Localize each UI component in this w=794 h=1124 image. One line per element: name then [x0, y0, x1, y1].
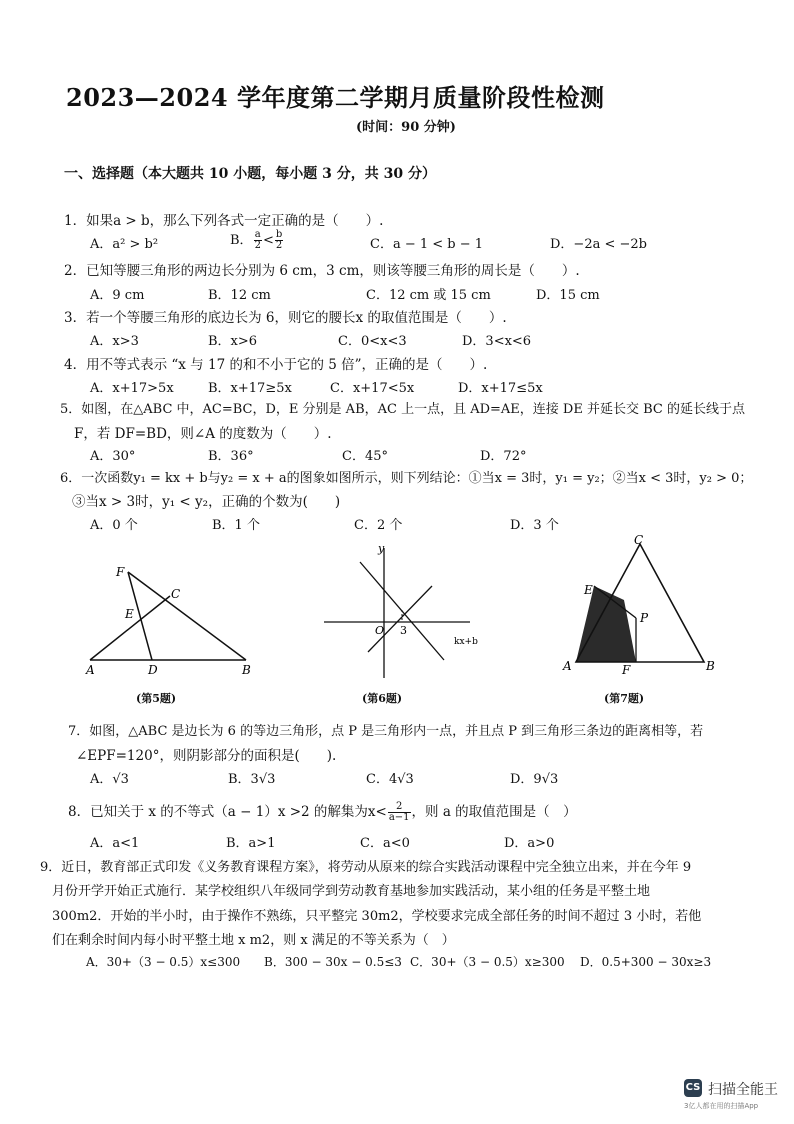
q9-line3: 300m2．开始的半小时，由于操作不熟练，只平整完 30m2，学校要求完成全部任务的时间不超过 3 小时，若他 [52, 909, 702, 924]
label-f: F [116, 565, 125, 579]
q2-stem: 2．已知等腰三角形的两边长分别为 6 cm，3 cm，则该等腰三角形的周长是（ ）. [64, 263, 580, 279]
q3-option-a: A．x>3 [90, 334, 139, 349]
q4-stem: 4．用不等式表示 “x 与 17 的和不小于它的 5 倍”，正确的是（ ）. [64, 357, 488, 373]
q1-option-d: D．−2a < −2b [550, 237, 647, 252]
q5-option-d: D．72° [480, 449, 527, 464]
q7-stem-line2: ∠EPF=120°，则阴影部分的面积是( ). [76, 748, 337, 764]
label-origin: O [375, 624, 385, 637]
q6-stem-line2: ③当x > 3时，y₁ < y₂，正确的个数为( ) [72, 494, 341, 510]
label-a: A [86, 663, 95, 677]
label-a: A [563, 659, 572, 673]
frac-num: b [275, 229, 283, 240]
label-kxb: kx+b [454, 637, 478, 647]
q9-option-c: C．30+（3 − 0.5）x≥300 [410, 955, 565, 969]
q8-frac [388, 802, 411, 823]
frac-num: 2 [388, 802, 411, 813]
q8-option-b: B．a>1 [226, 836, 276, 851]
q8-option-d: D．a>0 [504, 836, 555, 851]
q1-option-c: C．a − 1 < b − 1 [370, 237, 484, 252]
label-e: E [584, 583, 593, 597]
q4-option-a: A．x+17>5x [90, 381, 174, 396]
q2-option-c: C．12 cm 或 15 cm [366, 288, 491, 303]
q4-option-b: B．x+17≥5x [208, 381, 292, 396]
q8-option-a: A．a<1 [90, 836, 140, 851]
camscanner-logo-icon: CS [684, 1079, 702, 1097]
q7-option-c: C．4√3 [366, 772, 414, 787]
q1-option-b-lt: < [262, 233, 274, 248]
figure-6 [320, 540, 490, 680]
q8-stem-post: ，则 a 的取值范围是（ ） [411, 804, 577, 820]
q8-stem-pre: 8．已知关于 x 的不等式（a − 1）x >2 的解集为x< [68, 804, 387, 820]
label-e: E [125, 607, 134, 621]
label-y: y [378, 542, 385, 555]
q2-option-d: D．15 cm [536, 288, 600, 303]
label-p: P [640, 611, 649, 625]
q5-option-a: A．30° [90, 449, 136, 464]
frac-den: 2 [275, 240, 283, 251]
watermark-tagline: 3亿人都在用的扫描App [684, 1102, 759, 1110]
q1-frac-b2 [275, 230, 283, 251]
q5-stem-line2: F，若 DF=BD，则∠A 的度数为（ ）. [74, 426, 332, 442]
q6-option-d: D．3 个 [510, 518, 559, 533]
q5-stem-line1: 5．如图，在△ABC 中，AC=BC，D，E 分别是 AB，AC 上一点，且 AD=AE，连接 DE 并延长交 BC 的延长线于点 [60, 402, 745, 417]
q3-option-c: C．0<x<3 [338, 334, 407, 349]
watermark-brand: 扫描全能王 [708, 1082, 778, 1098]
section-heading: 一、选择题（本大题共 10 小题，每小题 3 分，共 30 分） [64, 166, 436, 182]
label-c: C [171, 587, 181, 601]
q6-option-b: B．1 个 [212, 518, 260, 533]
shaded-region [576, 586, 636, 662]
q5-option-b: B．36° [208, 449, 254, 464]
exam-title: 2023—2024 学年度第二学期月质量阶段性检测 [66, 83, 605, 112]
q9-option-d: D．0.5+300 − 30x≥3 [580, 955, 712, 969]
figure-7 [556, 534, 726, 680]
frac-den: 2 [254, 240, 261, 251]
line-y2 [368, 586, 432, 652]
label-c: C [634, 534, 644, 547]
frac-den: a−1 [388, 812, 410, 823]
q4-option-d: D．x+17≤5x [458, 381, 543, 396]
label-b: B [706, 659, 715, 673]
label-b: B [242, 663, 251, 677]
q9-line4: 们在剩余时间内每小时平整土地 x m2，则 x 满足的不等关系为（ ） [52, 933, 455, 948]
q9-option-a: A．30+（3 − 0.5）x≤300 [86, 955, 241, 969]
q3-stem: 3．若一个等腰三角形的底边长为 6，则它的腰长x 的取值范围是（ ）. [64, 310, 507, 326]
q7-option-a: A．√3 [90, 772, 129, 787]
q8-option-c: C．a<0 [360, 836, 410, 851]
q6-option-c: C．2 个 [354, 518, 403, 533]
q9-line1: 9．近日，教育部正式印发《义务教育课程方案》，将劳动从原来的综合实践活动课程中完全独立出来，并在今年 9 [40, 860, 692, 875]
q9-option-b: B．300 − 30x − 0.5≤3 [264, 955, 402, 969]
figure-5 [78, 560, 268, 680]
q2-option-b: B．12 cm [208, 288, 271, 303]
label-d: D [148, 663, 158, 677]
q3-option-b: B．x>6 [208, 334, 258, 349]
q3-option-d: D．3<x<6 [462, 334, 532, 349]
q7-option-d: D．9√3 [510, 772, 559, 787]
q8-stem [68, 800, 577, 823]
q4-option-c: C．x+17<5x [330, 381, 415, 396]
q1-option-b [230, 229, 284, 251]
q5-option-c: C．45° [342, 449, 388, 464]
q1-frac-a2 [254, 230, 262, 251]
figure-7-caption: (第7题) [604, 692, 645, 705]
q9-line2: 月份开学开始正式施行．某学校组织八年级同学到劳动教育基地参加实践活动，某小组的任务是平整土地 [52, 884, 651, 899]
q7-stem-line1: 7．如图，△ABC 是边长为 6 的等边三角形，点 P 是三角形内一点，并且点 P 到三角形三条边的距离相等，若 [68, 724, 704, 739]
q7-option-b: B．3√3 [228, 772, 276, 787]
q2-option-a: A．9 cm [90, 288, 145, 303]
segment-ac [90, 596, 170, 660]
frac-num: a [254, 229, 261, 240]
figure-5-caption: (第5题) [136, 692, 177, 705]
label-f: F [622, 663, 631, 677]
q1-option-b-prefix: B． [230, 233, 253, 248]
q1-stem: 1．如果a > b，那么下列各式一定正确的是（ ）. [64, 213, 384, 229]
q6-stem-line1: 6．一次函数y₁ = kx + b与y₂ = x + a的图象如图所示，则下列结论：①当x = 3时，y₁ = y₂；②当x < 3时，y₂ > 0； [60, 471, 753, 486]
q1-option-a: A．a² > b² [90, 237, 159, 252]
q6-option-a: A．0 个 [90, 518, 138, 533]
label-three: 3 [400, 624, 407, 637]
figure-6-caption: (第6题) [362, 692, 403, 705]
exam-time: (时间：90 分钟) [356, 120, 456, 135]
